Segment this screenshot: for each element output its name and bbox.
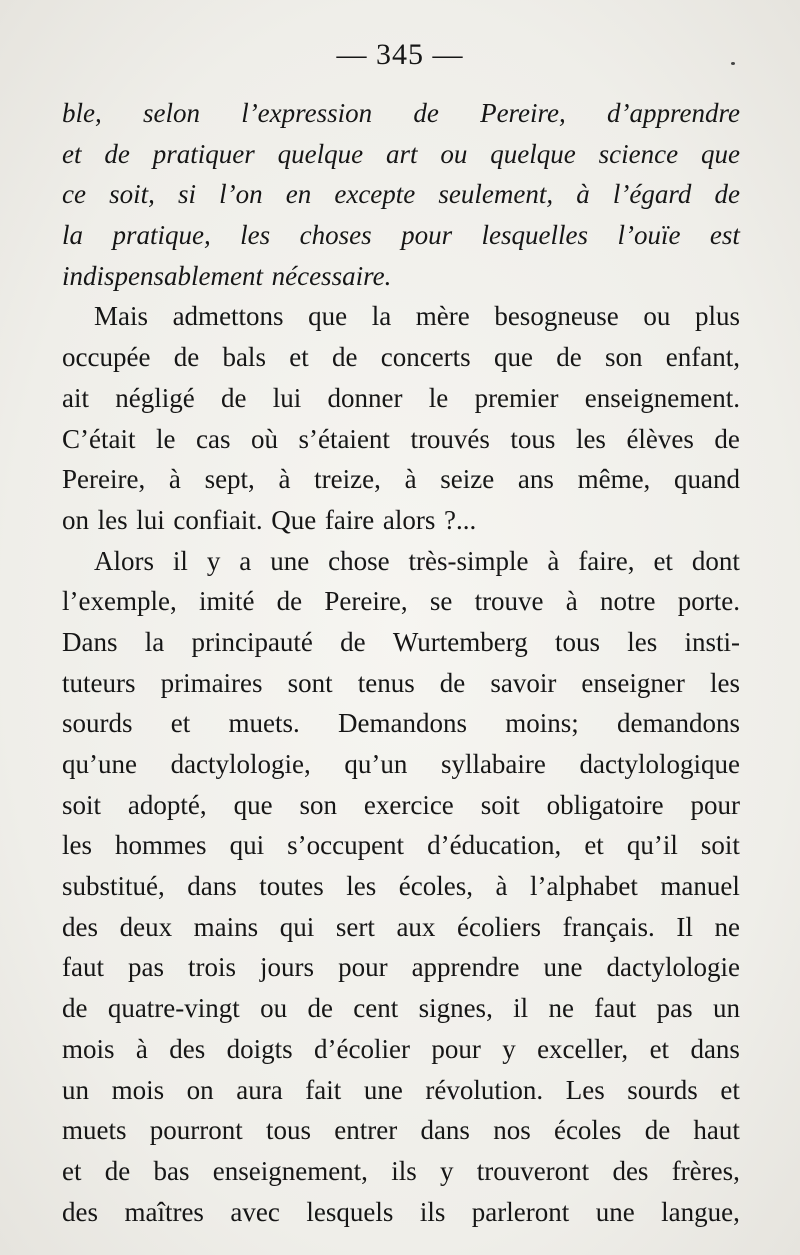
- word: quelque: [490, 138, 576, 169]
- word: pratique,: [112, 220, 211, 251]
- word: l’expression: [241, 98, 373, 128]
- word: de: [221, 382, 247, 413]
- word: d’apprendre: [607, 98, 740, 128]
- word: et: [289, 342, 309, 373]
- word: que: [308, 301, 348, 332]
- word: choses: [299, 220, 372, 251]
- word: quand: [674, 464, 740, 495]
- word: science: [598, 138, 679, 169]
- word: dactylologie: [606, 952, 740, 983]
- word: enseignement.: [584, 382, 740, 413]
- text-line: [62, 256, 740, 297]
- word: langue,: [661, 1196, 740, 1227]
- word: tuteurs: [62, 667, 136, 698]
- word: exceller,: [537, 1033, 629, 1064]
- word: Il: [676, 911, 693, 942]
- word: ne: [714, 911, 740, 942]
- word: Pereire,: [480, 98, 566, 128]
- word: enseigner: [581, 667, 685, 698]
- word: faut: [62, 952, 104, 983]
- word: pour: [401, 220, 453, 251]
- word: dans: [690, 1033, 740, 1064]
- word: les: [346, 871, 377, 902]
- word: principauté: [191, 626, 313, 657]
- word: entrer: [334, 1115, 398, 1146]
- word: faire,: [578, 545, 635, 576]
- word: tous: [510, 423, 556, 454]
- word: des: [612, 1155, 649, 1186]
- word: primaires: [160, 667, 263, 698]
- word: trouveront: [476, 1155, 590, 1186]
- word: Demandons: [338, 708, 467, 739]
- word: quatre-vingt: [107, 993, 240, 1024]
- word: l’égard: [612, 179, 692, 210]
- word: négligé: [115, 382, 195, 413]
- word: donner: [327, 382, 403, 413]
- word: art: [385, 138, 418, 169]
- word: ce: [62, 179, 86, 210]
- word: plus: [694, 301, 740, 332]
- text-line: [62, 866, 740, 907]
- word: notre: [600, 586, 656, 617]
- word: lui: [136, 504, 165, 535]
- word: treize,: [314, 464, 381, 495]
- word: pour: [431, 1033, 481, 1064]
- text-line: [62, 947, 740, 988]
- word: pour: [338, 952, 388, 983]
- word: faut: [594, 993, 637, 1024]
- text-line: [62, 744, 740, 785]
- word: Alors: [94, 545, 154, 576]
- word: deux: [119, 911, 173, 942]
- word: mois: [111, 1074, 165, 1105]
- word: de: [556, 342, 582, 373]
- text-line: [62, 785, 740, 826]
- word: de: [644, 1115, 671, 1146]
- word: bals: [222, 342, 266, 373]
- word: élèves: [626, 423, 694, 454]
- word: aura: [236, 1074, 283, 1105]
- word: toutes: [259, 871, 324, 902]
- word: lui: [272, 382, 302, 413]
- word: ait: [62, 382, 89, 413]
- word: avec: [230, 1196, 280, 1227]
- word: jours: [260, 952, 315, 983]
- word: cent: [353, 993, 399, 1024]
- word: des: [169, 1033, 206, 1064]
- word: et: [170, 708, 191, 739]
- word: à: [576, 179, 590, 210]
- word: s’étaient: [298, 423, 390, 454]
- word: Wurtemberg: [392, 626, 528, 657]
- word: quelque: [277, 138, 364, 169]
- word: maîtres: [124, 1196, 204, 1227]
- word: très-simple: [408, 545, 529, 576]
- word: pas: [656, 993, 693, 1024]
- word: ou: [643, 301, 671, 332]
- word: et: [62, 138, 82, 169]
- word: écoliers: [457, 911, 541, 942]
- word: la: [371, 301, 392, 332]
- word: de: [307, 993, 333, 1024]
- word: les: [97, 504, 128, 535]
- word: où: [250, 423, 278, 454]
- word: tenus: [357, 667, 415, 698]
- word: en: [285, 179, 312, 210]
- word: fait: [305, 1074, 342, 1105]
- word: admettons: [172, 301, 284, 332]
- word: une: [595, 1196, 635, 1227]
- word: sourds: [627, 1074, 698, 1105]
- word: C’était: [62, 423, 136, 454]
- word: s’occupent: [287, 830, 405, 861]
- text-line: [62, 174, 740, 215]
- word: insti-: [684, 626, 740, 657]
- text-line: [62, 1110, 740, 1151]
- word: révolution.: [425, 1074, 544, 1105]
- text-line: [62, 378, 740, 419]
- word: à: [404, 464, 417, 495]
- word: d’écolier: [314, 1033, 410, 1064]
- word: lesquelles: [481, 220, 589, 251]
- word: son: [604, 342, 643, 373]
- word: Dans: [62, 626, 118, 657]
- word: apprendre: [411, 952, 520, 983]
- word: qu’une: [62, 749, 137, 779]
- word: muets.: [228, 708, 300, 739]
- word: on: [62, 504, 89, 535]
- word: premier: [474, 382, 559, 413]
- word: la: [62, 220, 84, 251]
- word: haut: [693, 1115, 740, 1146]
- word: substitué,: [62, 871, 165, 902]
- text-line: [62, 215, 740, 256]
- word: enfant,: [665, 342, 740, 373]
- word: porte.: [677, 586, 740, 617]
- word: occupée: [62, 342, 151, 373]
- word: dans: [187, 871, 237, 902]
- word: ou: [260, 993, 288, 1024]
- text-line: [62, 459, 740, 500]
- word: ans: [517, 464, 554, 495]
- word: ne: [548, 993, 574, 1024]
- word: ils: [391, 1155, 417, 1186]
- word: et: [62, 1155, 82, 1186]
- word: pourront: [149, 1115, 243, 1146]
- word: des: [62, 1196, 98, 1227]
- word: le: [428, 382, 449, 413]
- word: dactylologie,: [170, 749, 311, 779]
- word: que: [700, 138, 740, 169]
- word: l’alphabet: [529, 871, 638, 902]
- word: tous: [554, 626, 600, 657]
- word: obligatoire: [546, 789, 664, 820]
- word: de: [439, 667, 466, 698]
- word: Mais: [94, 301, 148, 332]
- word: le: [155, 423, 176, 454]
- word: selon: [142, 98, 200, 128]
- word: de: [276, 586, 303, 617]
- word: de: [173, 342, 200, 373]
- word: seulement,: [438, 179, 554, 210]
- word: y: [206, 545, 221, 576]
- text-line: [62, 663, 740, 704]
- word: qui: [279, 911, 315, 942]
- text-line: [62, 1192, 740, 1233]
- text-line: [62, 1070, 740, 1111]
- word: si: [177, 179, 196, 210]
- word: imité: [198, 586, 255, 617]
- word: écoles,: [398, 871, 473, 902]
- text-line: [62, 541, 740, 582]
- word: cas: [195, 423, 231, 454]
- text-line: [62, 907, 740, 948]
- word: a: [239, 545, 252, 576]
- word: les: [240, 220, 271, 251]
- body-text: [62, 93, 740, 1232]
- word: on: [186, 1074, 214, 1105]
- text-line: [62, 93, 740, 134]
- word: à: [135, 1033, 148, 1064]
- word: confiait.: [173, 504, 263, 535]
- word: sont: [287, 667, 333, 698]
- word: soit: [62, 789, 102, 820]
- text-line: [62, 622, 740, 663]
- word: de: [331, 342, 358, 373]
- word: mois: [62, 1033, 115, 1064]
- text-line: [62, 500, 740, 541]
- text-line: [62, 419, 740, 460]
- word: se: [429, 586, 453, 617]
- word: même,: [577, 464, 651, 495]
- word: il: [513, 993, 529, 1024]
- word: pour: [690, 789, 740, 820]
- word: une: [270, 545, 310, 576]
- word: y: [502, 1033, 516, 1064]
- word: pratiquer: [152, 138, 255, 169]
- word: qu’il: [626, 830, 678, 861]
- word: l’ouïe: [617, 220, 681, 251]
- word: muets: [62, 1115, 127, 1146]
- word: seize: [440, 464, 495, 495]
- word: concerts: [380, 342, 471, 373]
- word: que: [493, 342, 533, 373]
- word: est: [709, 220, 740, 251]
- word: moins;: [505, 708, 579, 739]
- word: il: [172, 545, 188, 576]
- word: dont: [691, 545, 740, 576]
- text-line: [62, 337, 740, 378]
- text-line: [62, 296, 740, 337]
- word: soit: [480, 789, 520, 820]
- word: alors: [382, 504, 436, 535]
- word: de: [714, 179, 740, 210]
- word: dans: [420, 1115, 470, 1146]
- word: les: [62, 830, 92, 861]
- word: sept,: [204, 464, 255, 495]
- word: manuel: [660, 871, 740, 902]
- word: des: [62, 911, 98, 942]
- word: Les: [565, 1074, 605, 1105]
- word: sert: [335, 911, 375, 942]
- word: soit: [700, 830, 740, 861]
- word: trouvés: [410, 423, 490, 454]
- word: à: [495, 871, 508, 902]
- word: de: [104, 1155, 131, 1186]
- word: français.: [562, 911, 655, 942]
- word: les: [627, 626, 658, 657]
- word: excepte: [334, 179, 416, 210]
- word: qui: [229, 830, 265, 861]
- word: mère: [415, 301, 470, 332]
- word: trouve: [474, 586, 544, 617]
- word: syllabaire: [440, 749, 546, 779]
- word: ?...: [444, 504, 477, 535]
- word: de: [714, 423, 740, 454]
- word: et: [653, 545, 673, 576]
- word: à: [565, 586, 578, 617]
- text-line: [62, 581, 740, 622]
- text-line: [62, 1151, 740, 1192]
- word: pas: [128, 952, 164, 983]
- word: à: [168, 464, 181, 495]
- word: de: [340, 626, 366, 657]
- word: et: [584, 830, 604, 861]
- word: tous: [265, 1115, 311, 1146]
- word: de: [104, 138, 130, 169]
- word: parleront: [471, 1196, 570, 1227]
- word: qu’un: [344, 749, 408, 779]
- word: à: [547, 545, 560, 576]
- word: une: [543, 952, 583, 983]
- text-line: [62, 1029, 740, 1070]
- word: faire: [324, 504, 375, 535]
- word: enseignement,: [212, 1155, 368, 1186]
- word: la: [144, 626, 165, 657]
- word: savoir: [490, 667, 557, 698]
- word: son: [299, 789, 337, 820]
- word: dactylologique: [579, 749, 740, 779]
- word: adopté,: [127, 789, 207, 820]
- word: que: [233, 789, 273, 820]
- text-line: [62, 988, 740, 1029]
- word: une: [363, 1074, 403, 1105]
- word: et: [720, 1074, 740, 1105]
- word: soit,: [109, 179, 155, 210]
- word: hommes: [115, 830, 207, 861]
- word: ble,: [62, 98, 102, 128]
- word: signes,: [418, 993, 493, 1024]
- word: sourds: [62, 708, 133, 739]
- word: Pereire,: [62, 464, 146, 495]
- word: bas: [153, 1155, 190, 1186]
- text-line: [62, 825, 740, 866]
- word: l’exemple,: [62, 586, 177, 617]
- word: nécessaire.: [271, 260, 392, 291]
- word: à: [278, 464, 291, 495]
- word: besogneuse: [494, 301, 619, 332]
- page-number: — 345 —: [336, 38, 464, 71]
- word: chose: [328, 545, 390, 576]
- word: lesquels: [306, 1196, 394, 1227]
- word: Pereire,: [324, 586, 408, 617]
- word: aux: [396, 911, 436, 942]
- word: frères,: [671, 1155, 740, 1186]
- word: trois: [188, 952, 237, 983]
- word: indispensablement: [62, 260, 263, 291]
- word: les: [575, 423, 606, 454]
- word: doigts: [226, 1033, 293, 1064]
- word: et: [649, 1033, 670, 1064]
- word: ou: [440, 138, 468, 169]
- word: demandons: [617, 708, 740, 739]
- word: y: [439, 1155, 454, 1186]
- word: l’on: [219, 179, 263, 210]
- word: nos: [493, 1115, 531, 1146]
- word: ils: [419, 1196, 446, 1227]
- word: de: [413, 98, 439, 128]
- word: un: [62, 1074, 89, 1105]
- word: d’éducation,: [427, 830, 562, 861]
- word: écoles: [553, 1115, 622, 1146]
- word: exercice: [363, 789, 454, 820]
- text-line: [62, 703, 740, 744]
- word: de: [62, 993, 88, 1024]
- text-line: [62, 134, 740, 175]
- word: un: [712, 993, 740, 1024]
- word: les: [709, 667, 740, 698]
- word: mains: [193, 911, 259, 942]
- word: Que: [271, 504, 317, 535]
